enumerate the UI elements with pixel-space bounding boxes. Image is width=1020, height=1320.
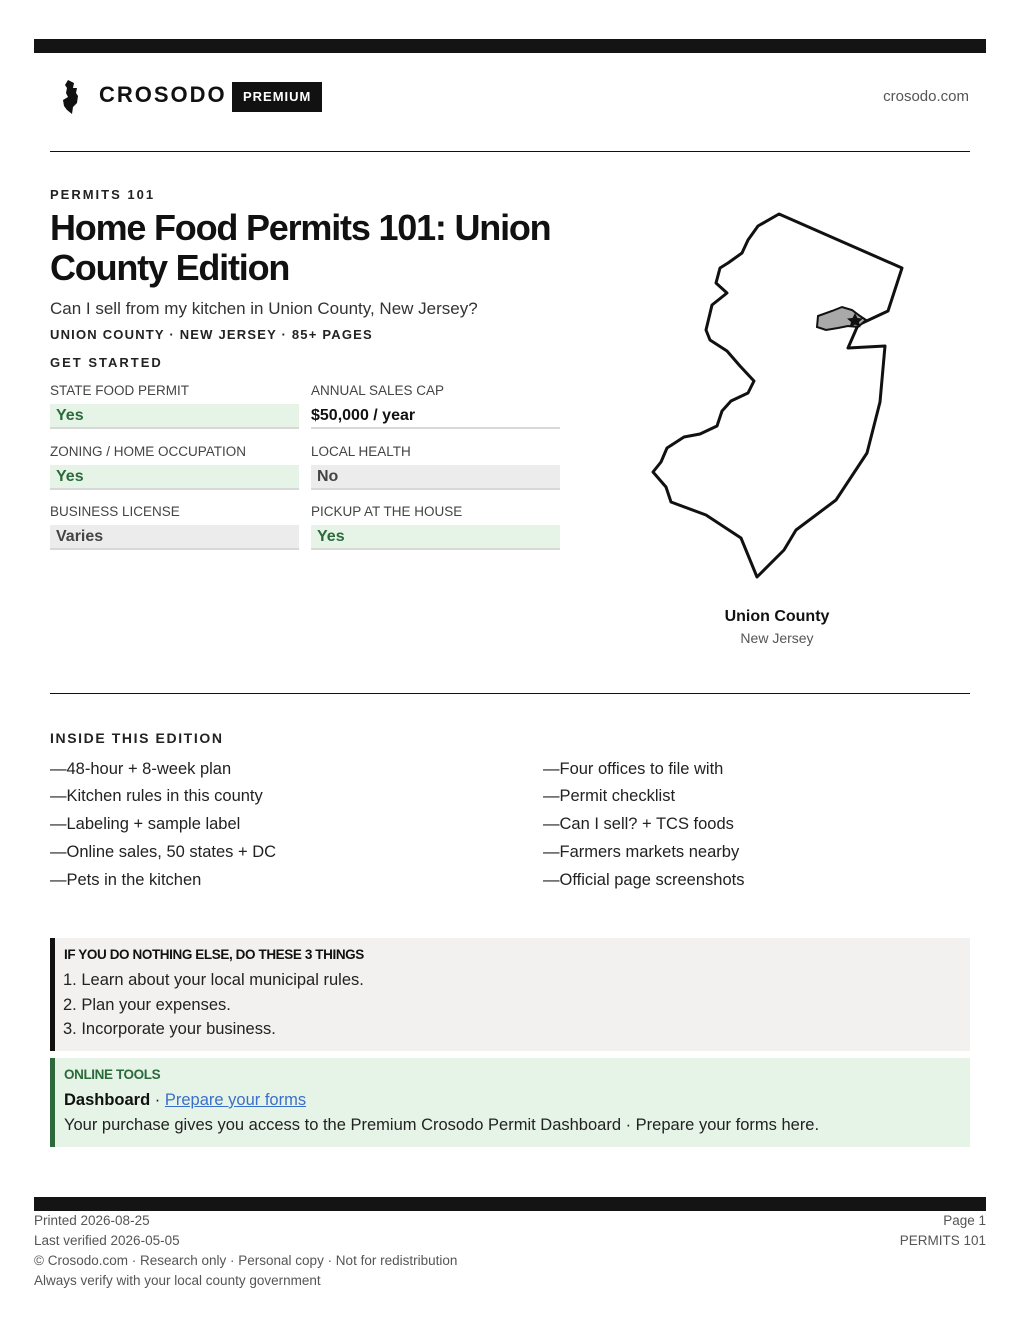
- new-jersey-logo-icon: [60, 80, 82, 114]
- page-subtitle: Can I sell from my kitchen in Union County, New Jersey?: [50, 299, 478, 318]
- field-annual-sales-cap: [311, 382, 560, 429]
- inside-edition-heading: INSIDE THIS EDITION: [50, 730, 224, 746]
- tools-links-row: [64, 1091, 306, 1110]
- online-tools-callout: [50, 1058, 970, 1147]
- page-title: Home Food Permits 101: Union County Edition: [50, 207, 551, 288]
- separator: ·: [150, 1091, 165, 1109]
- premium-badge: PREMIUM: [232, 82, 322, 112]
- verified-date: Last verified 2026-05-05: [34, 1233, 180, 1248]
- tools-description: Your purchase gives you access to the Premium Crosodo Permit Dashboard · Prepare your forms here.: [64, 1116, 820, 1134]
- edition-meta: UNION COUNTY · NEW JERSEY · 85+ PAGES: [50, 327, 373, 342]
- field-label: PICKUP AT THE HOUSE: [311, 504, 463, 519]
- field-value: Yes: [311, 525, 560, 550]
- field-label: ZONING / HOME OCCUPATION: [50, 444, 247, 459]
- field-value: Varies: [50, 525, 299, 550]
- toc-item: —Four offices to file with: [543, 760, 724, 778]
- header-divider: [50, 151, 970, 152]
- toc-item: —48-hour + 8-week plan: [50, 760, 232, 778]
- toc-item: —Permit checklist: [543, 787, 676, 805]
- toc-item: —Pets in the kitchen: [50, 871, 202, 889]
- top-rule-bar: [34, 39, 986, 53]
- verify-note: Always verify with your local county government: [34, 1273, 321, 1288]
- dashboard-label: Dashboard: [64, 1091, 151, 1109]
- field-label: LOCAL HEALTH: [311, 444, 411, 459]
- state-outline: [653, 214, 902, 577]
- map-state-label: New Jersey: [740, 630, 814, 646]
- callout-item: 3. Incorporate your business.: [63, 1020, 276, 1038]
- new-jersey-map: [650, 212, 906, 580]
- field-local-health: [311, 443, 560, 490]
- footer-section: PERMITS 101: [899, 1233, 986, 1248]
- field-state-food-permit: [50, 382, 299, 429]
- callout-heading: IF YOU DO NOTHING ELSE, DO THESE 3 THINGS: [64, 947, 364, 962]
- brand-name: CROSODO: [99, 82, 227, 107]
- toc-item: —Labeling + sample label: [50, 815, 241, 833]
- toc-item: —Can I sell? + TCS foods: [543, 815, 734, 833]
- prepare-forms-link[interactable]: Prepare your forms: [164, 1091, 307, 1109]
- field-value: No: [311, 465, 560, 490]
- field-label: ANNUAL SALES CAP: [311, 383, 445, 398]
- section-eyebrow: PERMITS 101: [50, 187, 156, 202]
- field-value: $50,000 / year: [311, 404, 560, 429]
- field-label: STATE FOOD PERMIT: [50, 383, 190, 398]
- toc-item: —Kitchen rules in this county: [50, 787, 263, 805]
- field-value: Yes: [50, 404, 299, 429]
- map-county-label: Union County: [724, 608, 830, 625]
- copyright-notice: © Crosodo.com · Research only · Personal copy · Not for redistribution: [34, 1253, 458, 1268]
- bottom-rule-bar: [34, 1197, 986, 1211]
- field-value: Yes: [50, 465, 299, 490]
- callout-item: 2. Plan your expenses.: [63, 996, 231, 1014]
- tools-heading: ONLINE TOOLS: [64, 1067, 161, 1082]
- toc-item: —Official page screenshots: [543, 871, 745, 889]
- printed-date: Printed 2026-08-25: [34, 1213, 150, 1228]
- toc-item: —Online sales, 50 states + DC: [50, 843, 277, 861]
- callout-item: 1. Learn about your local municipal rules.: [63, 971, 364, 989]
- get-started-heading: GET STARTED: [50, 355, 163, 370]
- section-divider: [50, 693, 970, 694]
- site-url[interactable]: crosodo.com: [883, 88, 969, 105]
- toc-item: —Farmers markets nearby: [543, 843, 740, 861]
- three-things-callout: [50, 938, 970, 1051]
- page-number: Page 1: [943, 1213, 986, 1228]
- field-label: BUSINESS LICENSE: [50, 504, 180, 519]
- field-zoning-home-occupation: [50, 443, 299, 490]
- field-pickup-at-house: [311, 503, 560, 550]
- field-business-license: [50, 503, 299, 550]
